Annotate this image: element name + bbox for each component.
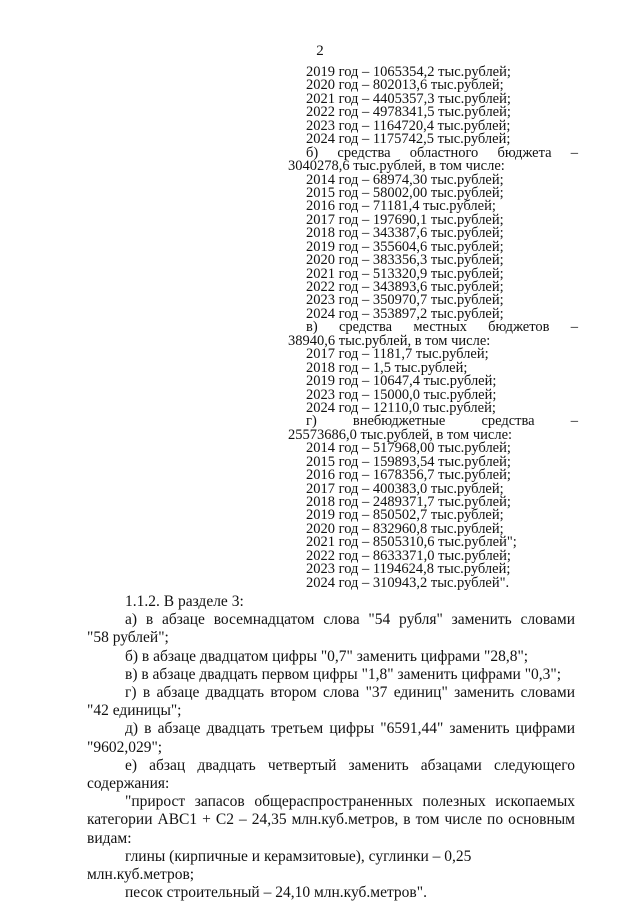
regional-year-line: 2023 год – 350970,7 тыс.рублей; [306,292,504,309]
heading-word: бюджетов [488,319,550,336]
quoted-text-line: категории АВС1 + С2 – 24,35 млн.куб.метров, в том числе по основным [87,811,575,829]
heading-word: – [570,413,578,430]
regional-year-line: 2014 год – 68974,30 тыс.рублей; [306,171,504,188]
offbudget-year-line: 2023 год – 1194624,8 тыс.рублей; [306,561,511,578]
amendment-d: д) в абзаце двадцать третьем цифры "6591,44" заменить цифрами [125,720,575,738]
regional-year-line: 2016 год – 71181,4 тыс.рублей; [306,198,496,215]
local-budget-total: 38940,6 тыс.рублей, в том числе: [288,332,491,349]
federal-year-line: 2022 год – 4978341,5 тыс.рублей; [306,104,511,121]
federal-year-line: 2019 год – 1065354,2 тыс.рублей; [306,64,511,80]
regional-year-line: 2017 год – 197690,1 тыс.рублей; [306,211,504,228]
quoted-text-line: "прирост запасов общераспространенных полезных ископаемых [125,793,575,811]
heading-word: внебюджетные [352,413,446,430]
offbudget-year-line: 2022 год – 8633371,0 тыс.рублей; [306,547,511,564]
page-number: 2 [316,43,324,59]
regional-year-line: 2018 год – 343387,6 тыс.рублей; [306,225,504,242]
heading-word: г) [306,413,317,430]
federal-year-line: 2023 год – 1164720,4 тыс.рублей; [306,117,511,134]
offbudget-year-line: 2019 год – 850502,7 тыс.рублей; [306,507,504,524]
local-year-line: 2019 год – 10647,4 тыс.рублей; [306,373,497,390]
amendment-g: г) в абзаце двадцать втором слова "37 единиц" заменить словами [125,684,575,702]
section-1-1-2 [87,593,575,902]
local-year-line: 2023 год – 15000,0 тыс.рублей; [306,386,497,403]
offbudget-total: 25573686,0 тыс.рублей, в том числе: [288,426,513,443]
quoted-text-line: песок строительный – 24,10 млн.куб.метров". [125,884,427,902]
offbudget-year-line: 2021 год – 8505310,6 тыс.рублей"; [306,534,517,551]
heading-word: областного [409,144,479,161]
quoted-text-line: видам: [87,829,132,847]
offbudget-year-line: 2018 год – 2489371,7 тыс.рублей; [306,494,511,510]
section-heading: 1.1.2. В разделе 3: [125,593,244,610]
regional-budget-total: 3040278,6 тыс.рублей, в том числе: [288,158,505,175]
heading-word: средства [337,144,391,161]
amendment-a-cont: "58 рублей"; [87,629,169,647]
federal-year-line: 2020 год – 802013,6 тыс.рублей; [306,77,504,94]
local-year-line: 2024 год – 12110,0 тыс.рублей; [306,399,496,416]
regional-year-line: 2015 год – 58002,00 тыс.рублей; [306,184,504,201]
amendment-a: а) в абзаце восемнадцатом слова "54 рубля" заменить словами [125,611,575,629]
heading-word: в) [306,319,318,336]
heading-word: местных [413,319,467,336]
offbudget-year-line: 2017 год – 400383,0 тыс.рублей; [306,480,504,497]
heading-word: бюджета [497,144,552,161]
heading-word: – [570,144,578,161]
budget-breakdown [288,66,578,590]
amendment-d-cont: "9602,029"; [87,738,163,756]
regional-year-line: 2020 год – 383356,3 тыс.рублей; [306,252,504,269]
federal-year-line: 2021 год – 4405357,3 тыс.рублей; [306,90,511,107]
heading-word: б) [306,144,319,161]
amendment-e: е) абзац двадцать четвертый заменить абзацами следующего [125,756,575,774]
offbudget-year-line: 2014 год – 517968,00 тыс.рублей; [306,440,511,457]
offbudget-year-line: 2015 год – 159893,54 тыс.рублей; [306,453,511,470]
amendment-e-cont: содержания: [87,775,170,793]
federal-year-line: 2024 год – 1175742,5 тыс.рублей; [306,131,511,148]
amendment-g-cont: "42 единицы"; [87,702,182,720]
offbudget-year-line: 2016 год – 1678356,7 тыс.рублей; [306,467,511,484]
regional-year-line: 2019 год – 355604,6 тыс.рублей; [306,238,504,255]
regional-year-line: 2024 год – 353897,2 тыс.рублей; [306,305,504,322]
heading-word: средства [338,319,393,336]
quoted-text-line: глины (кирпичные и керамзитовые), суглинки – 0,25 млн.куб.метров; [87,847,472,884]
regional-year-line: 2022 год – 343893,6 тыс.рублей; [306,279,504,295]
heading-word: средства [481,413,535,430]
local-year-line: 2017 год – 1181,7 тыс.рублей; [306,346,489,363]
amendment-b: б) в абзаце двадцатом цифры "0,7" заменить цифрами "28,8"; [125,647,529,665]
local-year-line: 2018 год – 1,5 тыс.рублей; [306,359,468,376]
offbudget-year-line: 2020 год – 832960,8 тыс.рублей; [306,520,504,537]
amendment-v: в) в абзаце двадцать первом цифры "1,8" заменить цифрами "0,3"; [125,665,562,683]
offbudget-year-line: 2024 год – 310943,2 тыс.рублей". [306,574,510,591]
heading-word: – [570,319,578,336]
regional-year-line: 2021 год – 513320,9 тыс.рублей; [306,265,504,282]
